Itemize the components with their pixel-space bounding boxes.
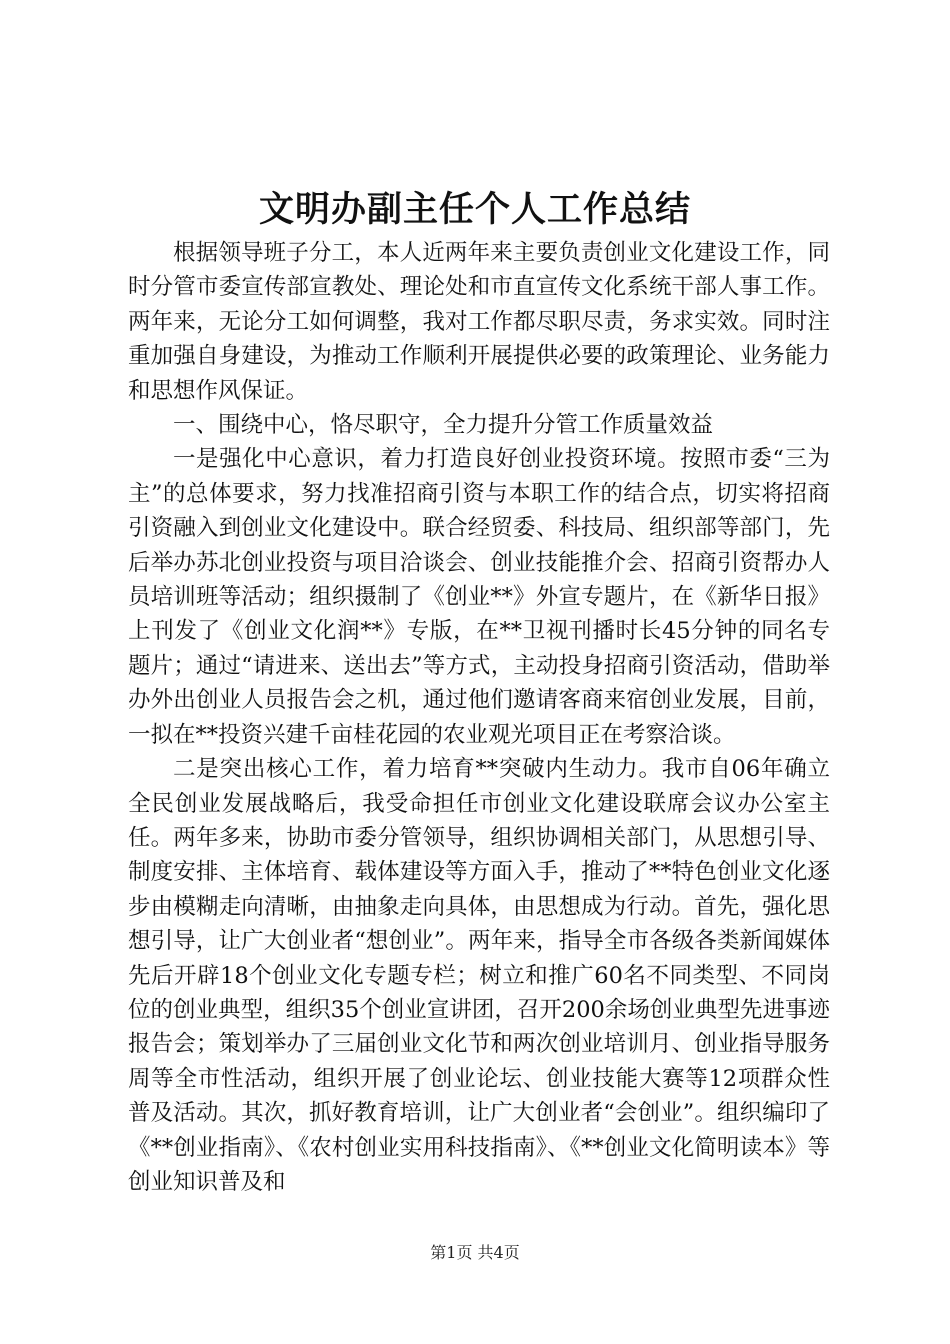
- body-paragraph: 二是突出核心工作，着力培育**突破内生动力。我市自06年确立全民创业发展战略后，我受命担任市创业文化建设联席会议办公室主任。两年多来，协助市委分管领导，组织协调相关部门，从思想引导、制度安排、主体培育、载体建设等方面入手，推动了**特色创业文化逐步由模糊走向清晰，由抽象走向具体，由思想成为行动。首先，强化思想引导，让广大创业者“想创业”。两年来，指导全市各级各类新闻媒体先后开辟18个创业文化专题专栏；树立和推广60名不同类型、不同岗位的创业典型，组织35个创业宣讲团，召开200余场创业典型先进事迹报告会；策划举办了三届创业文化节和两次创业培训月、创业指导服务周等全市性活动，组织开展了创业论坛、创业技能大赛等12项群众性普及活动。其次，抓好教育培训，让广大创业者“会创业”。组织编印了《**创业指南》、《农村创业实用科技指南》、《**创业文化简明读本》等创业知识普及和: [128, 756, 830, 1195]
- section-heading: 一、围绕中心，恪尽职守，全力提升分管工作质量效益: [173, 412, 714, 439]
- page-footer: 第1页 共4页: [430, 1243, 520, 1262]
- body-paragraph: 一是强化中心意识，着力打造良好创业投资环境。按照市委“三为主”的总体要求，努力找准招商引资与本职工作的结合点，切实将招商引资融入到创业文化建设中。联合经贸委、科技局、组织部等部门，先后举办苏北创业投资与项目洽谈会、创业技能推介会、招商引资帮办人员培训班等活动；组织摄制了《创业**》外宣专题片，在《新华日报》上刊发了《创业文化润**》专版，在**卫视刊播时长45分钟的同名专题片；通过“请进来、送出去”等方式，主动投身招商引资活动，借助举办外出创业人员报告会之机，通过他们邀请客商来宿创业发展，目前，一拟在**投资兴建千亩桂花园的农业观光项目正在考察洽谈。: [128, 446, 830, 748]
- document-title: 文明办副主任个人工作总结: [258, 189, 691, 230]
- intro-paragraph: 根据领导班子分工，本人近两年来主要负责创业文化建设工作，同时分管市委宣传部宣教处、理论处和市直宣传文化系统干部人事工作。两年来，无论分工如何调整，我对工作都尽职尽责，务求实效。同时注重加强自身建设，为推动工作顺利开展提供必要的政策理论、业务能力和思想作风保证。: [128, 240, 830, 404]
- document-body: [128, 236, 830, 1199]
